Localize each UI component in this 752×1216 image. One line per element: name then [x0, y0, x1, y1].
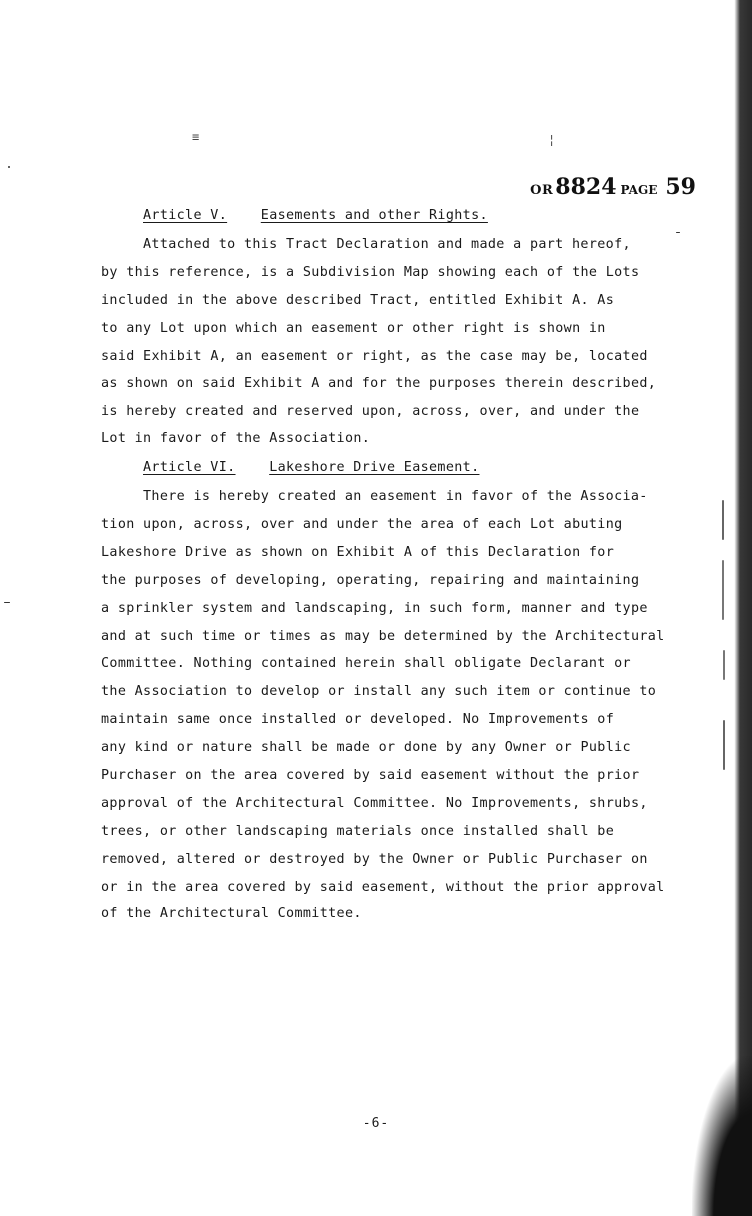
- scan-speck: [722, 500, 724, 540]
- article-vi-line: or in the area covered by said easement, without the prior approval: [101, 880, 665, 895]
- article-vi-line: Lakeshore Drive as shown on Exhibit A of this Declaration for: [101, 545, 615, 560]
- scan-speck: [676, 232, 680, 233]
- article-vi-line: a sprinkler system and landscaping, in such form, manner and type: [101, 601, 648, 616]
- article-vi-title: Lakeshore Drive Easement.: [269, 460, 480, 475]
- article-vi-line: maintain same once installed or developed. No Improvements of: [101, 712, 615, 727]
- article-v-title: Easements and other Rights.: [260, 208, 488, 223]
- article-vi-line: trees, or other landscaping materials once installed shall be: [101, 824, 615, 839]
- book-label: OR: [530, 183, 554, 198]
- article-v-heading: [143, 208, 488, 224]
- scan-shadow-corner: [692, 1056, 752, 1216]
- article-v-line: Lot in favor of the Association.: [101, 431, 371, 446]
- registration-mark-right: ¦: [548, 133, 556, 147]
- article-vi-heading: [143, 460, 479, 476]
- article-vi-line: approval of the Architectural Committee. No Improvements, shrubs,: [101, 796, 648, 811]
- article-v-line: to any Lot upon which an easement or other right is shown in: [101, 321, 606, 336]
- article-vi-line: of the Architectural Committee.: [101, 906, 362, 921]
- article-v-number: Article V.: [143, 208, 228, 223]
- book-number: 8824: [555, 174, 617, 200]
- scan-shadow-edge: [730, 0, 752, 1216]
- article-v-line: said Exhibit A, an easement or right, as the case may be, located: [101, 349, 648, 364]
- article-vi-line: Purchaser on the area covered by said easement without the prior: [101, 768, 640, 783]
- page-number: 59: [665, 174, 696, 200]
- article-vi-line: tion upon, across, over and under the area of each Lot abuting: [101, 517, 623, 532]
- scan-speck: [8, 166, 10, 168]
- article-vi-line: the purposes of developing, operating, repairing and maintaining: [101, 573, 640, 588]
- article-vi-line: There is hereby created an easement in favor of the Associa-: [143, 489, 648, 504]
- scan-speck: [723, 720, 725, 770]
- article-v-line: by this reference, is a Subdivision Map showing each of the Lots: [101, 265, 640, 280]
- scan-speck: [722, 560, 724, 620]
- article-vi-line: the Association to develop or install any such item or continue to: [101, 684, 657, 699]
- article-v-line: as shown on said Exhibit A and for the purposes therein described,: [101, 376, 657, 391]
- article-v-line: included in the above described Tract, entitled Exhibit A. As: [101, 293, 615, 308]
- page-marker: -6-: [362, 1116, 390, 1131]
- article-vi-line: any kind or nature shall be made or done by any Owner or Public: [101, 740, 631, 755]
- article-vi-line: and at such time or times as may be determined by the Architectural: [101, 629, 665, 644]
- article-v-line: Attached to this Tract Declaration and made a part hereof,: [143, 237, 631, 252]
- page-label: PAGE: [620, 183, 658, 197]
- article-vi-number: Article VI.: [143, 460, 236, 475]
- article-vi-line: Committee. Nothing contained herein shall obligate Declarant or: [101, 656, 631, 671]
- registration-mark-left: ≡: [192, 130, 200, 144]
- article-v-line: is hereby created and reserved upon, across, over, and under the: [101, 404, 640, 419]
- article-vi-line: removed, altered or destroyed by the Owner or Public Purchaser on: [101, 852, 648, 867]
- scan-speck: [4, 602, 10, 603]
- book-page-stamp: [530, 174, 696, 200]
- scan-speck: [723, 650, 725, 680]
